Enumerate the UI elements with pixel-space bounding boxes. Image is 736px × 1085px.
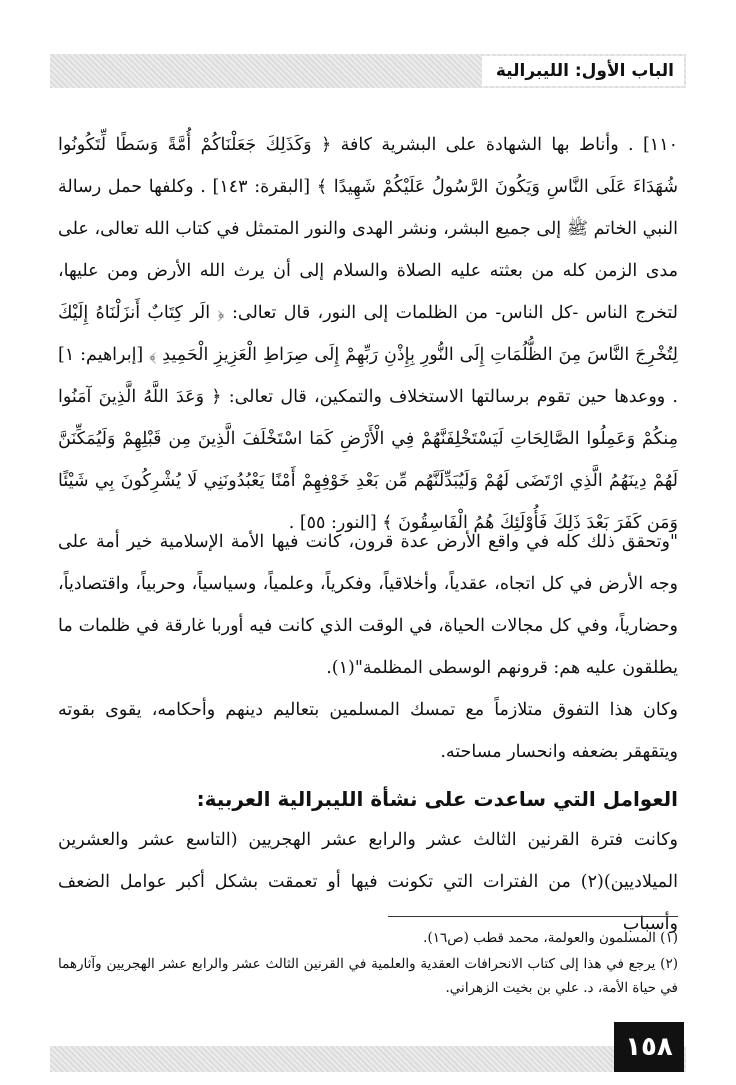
paragraph-factors: وكانت فترة القرنين الثالث عشر والرابع عشر الهجريين (التاسع عشر والعشرين الميلاديين)(٢) من الفترات التي تكونت فيها أو تعمقت بشكل أكبر عوامل الضعف وأسباب (58, 830, 678, 934)
footer-decorative-strip (50, 1046, 686, 1072)
paragraph-strength: وكان هذا التفوق متلازماً مع تمسك المسلمين بتعاليم دينهم وأحكامه، يقوى بقوته ويتقهقر بضعفه وانحسار مساحته. (58, 700, 678, 762)
footnote-1: (١) المسلمون والعولمة، محمد قطب (ص١٦). (423, 930, 678, 946)
page-number: ١٥٨ (614, 1022, 684, 1072)
running-header-title: الباب الأول: الليبرالية (482, 56, 684, 86)
footnote-divider (388, 916, 678, 917)
paragraph-quran-mission: ١١٠] . وأناط بها الشهادة على البشرية كافة ﴿ وَكَذَلِكَ جَعَلْنَاكُمْ أُمَّةً وَسَطًا لِّتَكُونُوا شُهَدَاءَ عَلَى النَّاسِ وَيَكُونَ الرَّسُولُ عَلَيْكُمْ شَهِيدًا ﴾ [البقرة: ١٤٣] . وكلفها حمل رسالة النبي الخاتم ﷺ إلى جميع البشر، ونشر الهدى والنور المتمثل في كتاب الله تعالى، على مدى الزمن كله من بعثته عليه الصلاة والسلام إلى أن يرث الله الأرض ومن عليها، لتخرج الناس -كل الناس- من الظلمات إلى النور، قال تعالى: ﴿ الَر كِتَابٌ أَنزَلْنَاهُ إِلَيْكَ لِتُخْرِجَ النَّاسَ مِنَ الظُّلُمَاتِ إِلَى النُّورِ بِإِذْنِ رَبِّهِمْ إِلَى صِرَاطِ الْعَزِيزِ الْحَمِيدِ ﴾ [إبراهيم: ١] . ووعدها حين تقوم برسالتها الاستخلاف والتمكين، قال تعالى: ﴿ وَعَدَ اللَّهُ الَّذِينَ آمَنُوا مِنكُمْ وَعَمِلُوا الصَّالِحَاتِ لَيَسْتَخْلِفَنَّهُمْ فِي الْأَرْضِ كَمَا اسْتَخْلَفَ الَّذِينَ مِن قَبْلِهِمْ وَلَيُمَكِّنَنَّ لَهُمْ دِينَهُمُ الَّذِي ارْتَضَى لَهُمْ وَلَيُبَدِّلَنَّهُم مِّن بَعْدِ خَوْفِهِمْ أَمْنًا يَعْبُدُونَنِي لَا يُشْرِكُونَ بِي شَيْئًا وَمَن كَفَرَ بَعْدَ ذَلِكَ فَأُوْلَئِكَ هُمُ الْفَاسِقُونَ ﴾ [النور: ٥٥] . (58, 135, 678, 533)
section-heading: العوامل التي ساعدت على نشأة الليبرالية العربية: (196, 787, 678, 811)
paragraph-history: "وتحقق ذلك كله في واقع الأرض عدة قرون، كانت فيها الأمة الإسلامية خير أمة على وجه الأرض في كل اتجاه، عقدياً، وأخلاقياً، وفكرياً، وعلمياً، وسياسياً، وحربياً، واقتصادياً، وحضارياً، وفي كل مجالات الحياة، في الوقت الذي كانت فيه أوربا غارقة في ظلمات ما يطلقون عليه هم: قرونهم الوسطى المظلمة"(١). (58, 532, 678, 678)
footnote-2: (٢) يرجع في هذا إلى كتاب الانحرافات العقدية والعلمية في القرنين الثالث عشر والرابع عشر الهجريين وآثارهما في حياة الأمة، د. علي بن بخيت الزهراني. (58, 956, 678, 996)
